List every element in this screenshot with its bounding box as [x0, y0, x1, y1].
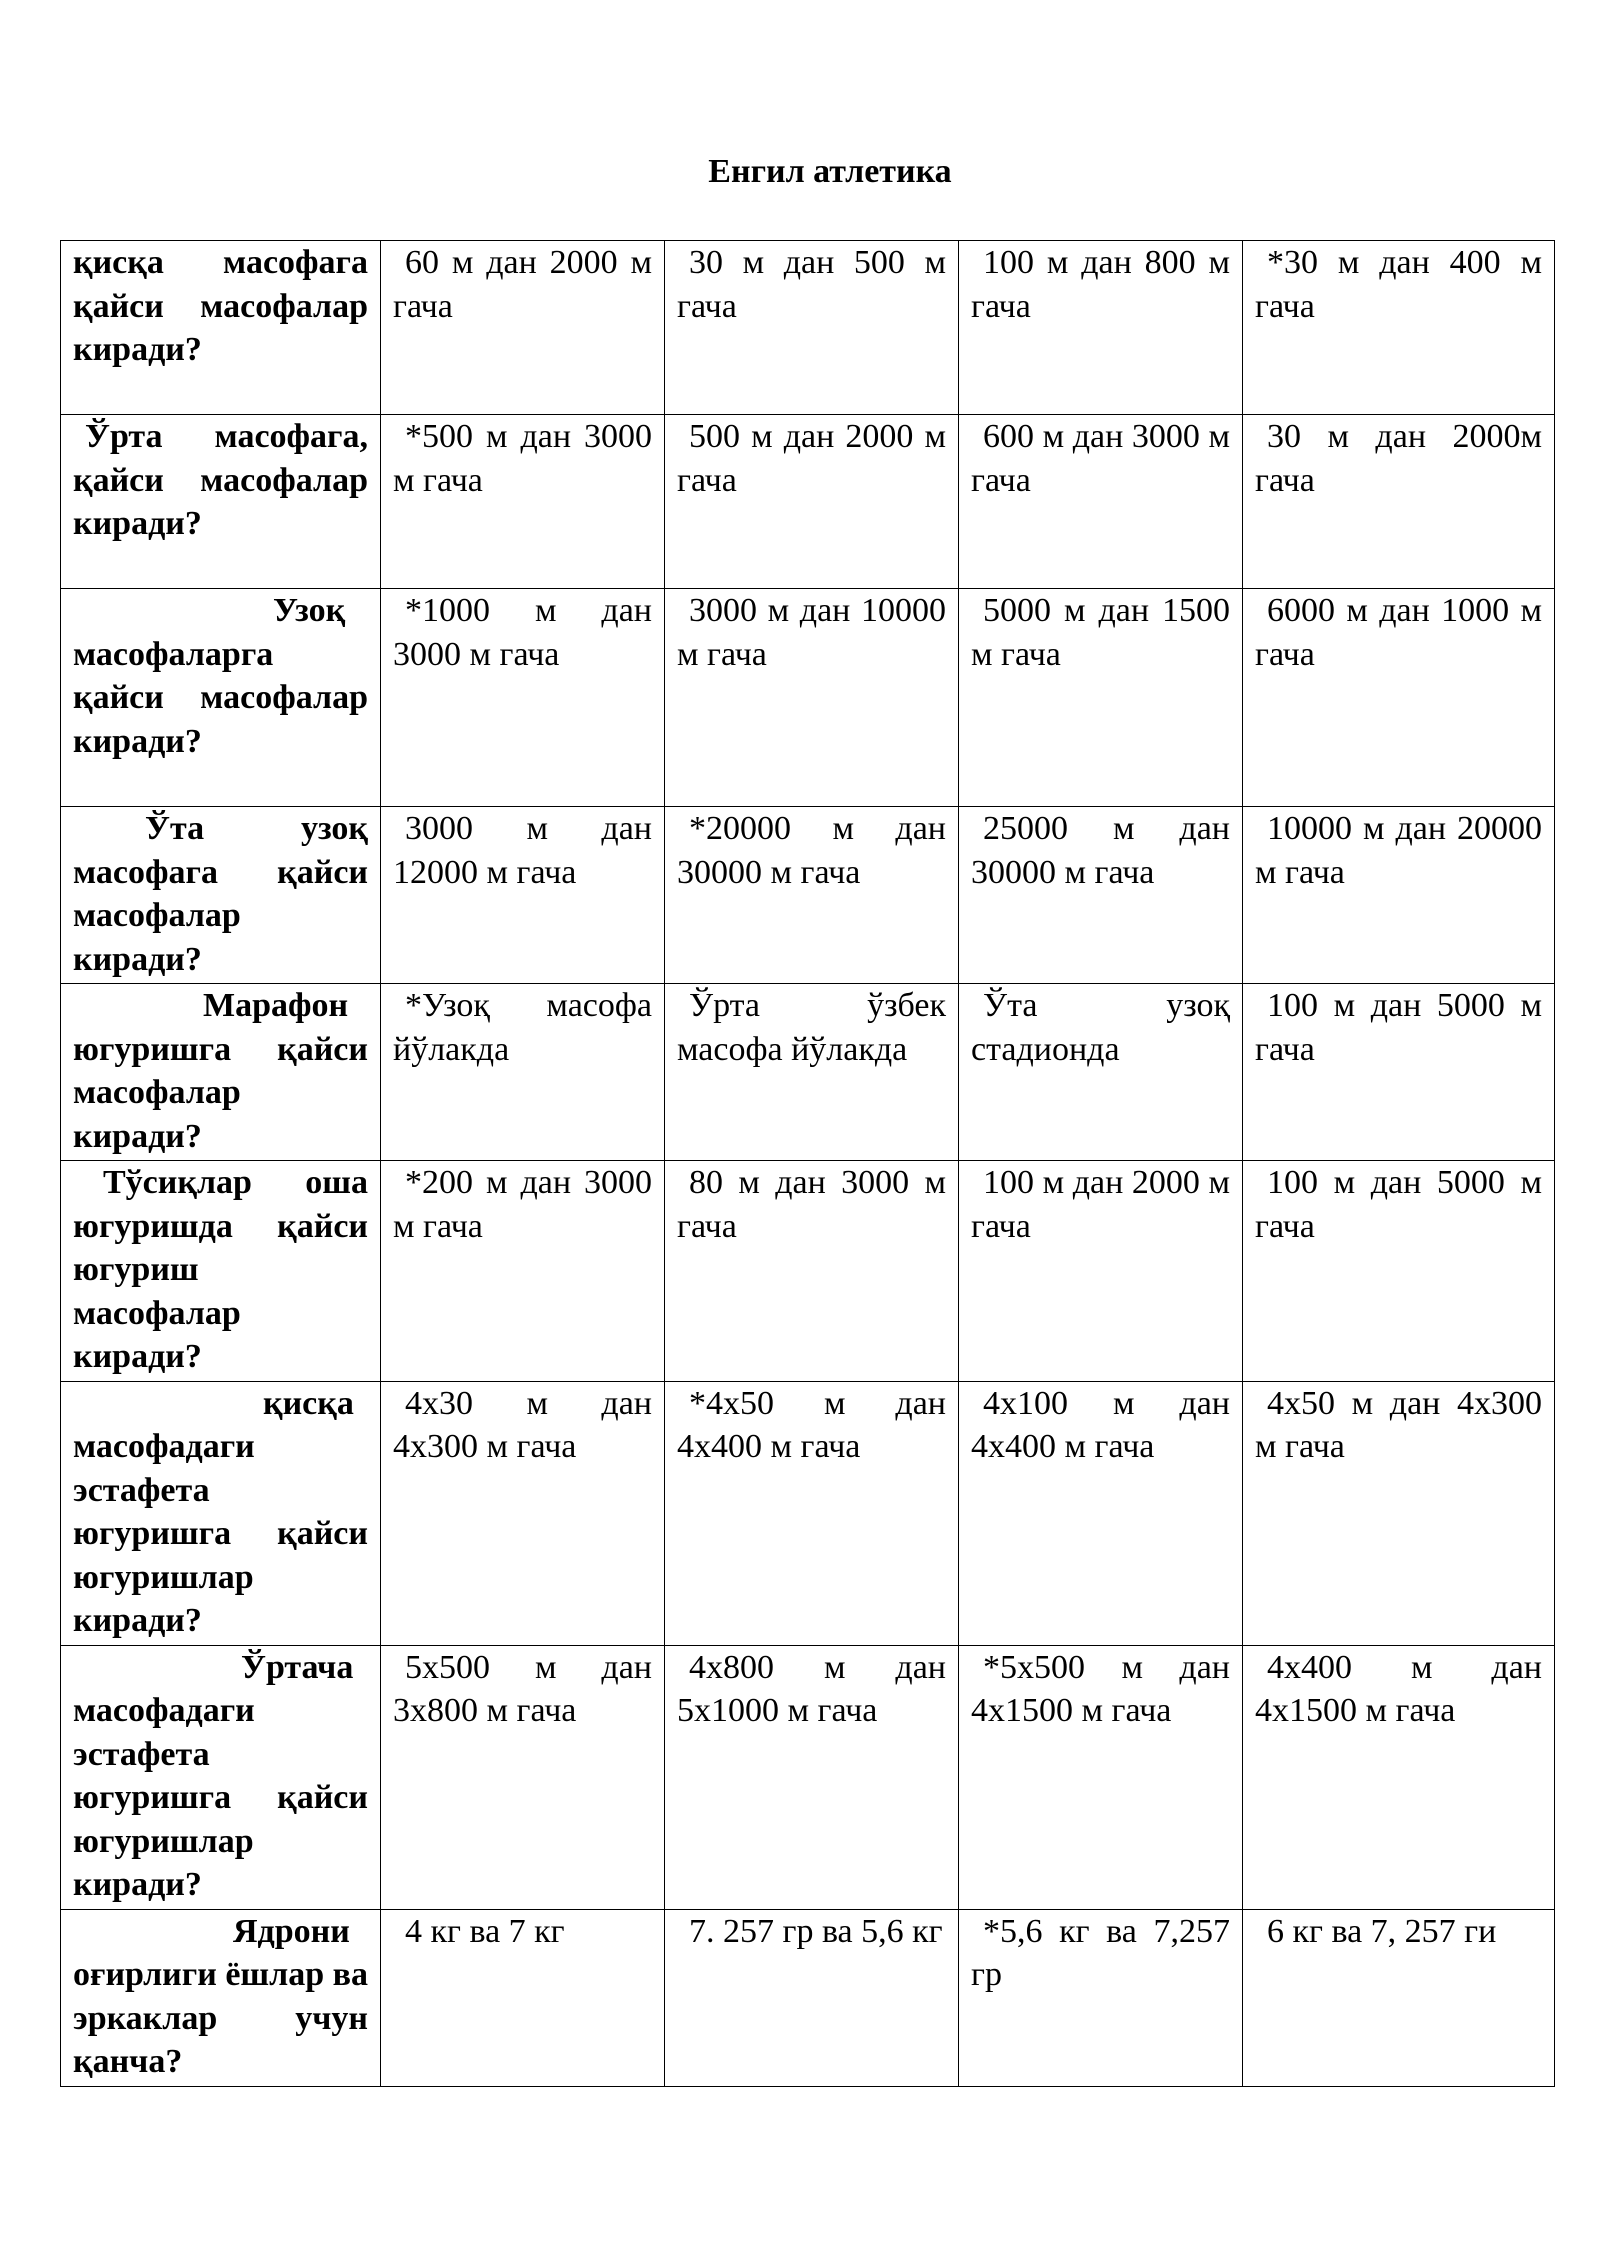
question-row-1 [61, 241, 1555, 415]
question-row-5 [61, 984, 1555, 1161]
question-cell: қисқа масофадаги эстафета югуришга қайси югуришлар киради? [61, 1381, 381, 1645]
answer-option-4: 100 м дан 5000 м гача [1243, 1161, 1555, 1382]
answer-option-1: 5х500 м дан 3х800 м гача [381, 1645, 665, 1909]
answer-option-4: 30 м дан 2000м гача [1243, 415, 1555, 589]
question-cell: Ўта узоқ масофага қайси масофалар киради? [61, 807, 381, 984]
answer-option-3: 5000 м дан 1500 м гача [959, 589, 1243, 807]
answer-option-3: 25000 м дан 30000 м гача [959, 807, 1243, 984]
answer-option-2: *4х50 м дан 4х400 м гача [665, 1381, 959, 1645]
answer-option-1: *200 м дан 3000 м гача [381, 1161, 665, 1382]
answer-option-2: 80 м дан 3000 м гача [665, 1161, 959, 1382]
answer-option-2: 3000 м дан 10000 м гача [665, 589, 959, 807]
question-cell: Ядрони оғирлиги ёшлар ва эркаклар учун қанча? [61, 1909, 381, 2086]
answer-option-3: Ўта узоқ стадионда [959, 984, 1243, 1161]
answer-option-2: 30 м дан 500 м гача [665, 241, 959, 415]
question-cell: қисқа масофага қайси масофалар киради? [61, 241, 381, 415]
question-cell: Тўсиқлар оша югуришда қайси югуриш масофалар киради? [61, 1161, 381, 1382]
answer-option-1: 4 кг ва 7 кг [381, 1909, 665, 2086]
answer-option-1: *1000 м дан 3000 м гача [381, 589, 665, 807]
question-cell: Узоқ масофаларга қайси масофалар киради? [61, 589, 381, 807]
answer-option-1: 4х30 м дан 4х300 м гача [381, 1381, 665, 1645]
question-row-3 [61, 589, 1555, 807]
page-title: Енгил атлетика [708, 153, 952, 190]
answer-option-2: Ўрта ўзбек масофа йўлакда [665, 984, 959, 1161]
answer-option-2: 500 м дан 2000 м гача [665, 415, 959, 589]
answer-option-3: 100 м дан 800 м гача [959, 241, 1243, 415]
answer-option-3: 600 м дан 3000 м гача [959, 415, 1243, 589]
answer-option-3: *5,6 кг ва 7,257 гр [959, 1909, 1243, 2086]
question-cell: Ўртача масофадаги эстафета югуришга қайси югуришлар киради? [61, 1645, 381, 1909]
answer-option-4: 6 кг ва 7, 257 ги [1243, 1909, 1555, 2086]
answer-option-2: 7. 257 гр ва 5,6 кг [665, 1909, 959, 2086]
answer-option-4: 10000 м дан 20000 м гача [1243, 807, 1555, 984]
question-row-6 [61, 1161, 1555, 1382]
question-cell: Марафон югуришга қайси масофалар киради? [61, 984, 381, 1161]
answer-option-1: *500 м дан 3000 м гача [381, 415, 665, 589]
question-row-9 [61, 1909, 1555, 2086]
answer-option-1: 3000 м дан 12000 м гача [381, 807, 665, 984]
question-row-4 [61, 807, 1555, 984]
question-cell: Ўрта масофага, қайси масофалар киради? [61, 415, 381, 589]
answer-option-4: *30 м дан 400 м гача [1243, 241, 1555, 415]
answer-option-1: 60 м дан 2000 м гача [381, 241, 665, 415]
answer-option-2: 4х800 м дан 5х1000 м гача [665, 1645, 959, 1909]
answer-option-4: 4х50 м дан 4х300 м гача [1243, 1381, 1555, 1645]
quiz-table [60, 240, 1555, 2087]
answer-option-3: 100 м дан 2000 м гача [959, 1161, 1243, 1382]
answer-option-4: 6000 м дан 1000 м гача [1243, 589, 1555, 807]
answer-option-1: *Узоқ масофа йўлакда [381, 984, 665, 1161]
answer-option-4: 4х400 м дан 4х1500 м гача [1243, 1645, 1555, 1909]
question-row-8 [61, 1645, 1555, 1909]
question-row-2 [61, 415, 1555, 589]
answer-option-3: *5х500 м дан 4х1500 м гача [959, 1645, 1243, 1909]
answer-option-3: 4х100 м дан 4х400 м гача [959, 1381, 1243, 1645]
answer-option-4: 100 м дан 5000 м гача [1243, 984, 1555, 1161]
question-row-7 [61, 1381, 1555, 1645]
answer-option-2: *20000 м дан 30000 м гача [665, 807, 959, 984]
